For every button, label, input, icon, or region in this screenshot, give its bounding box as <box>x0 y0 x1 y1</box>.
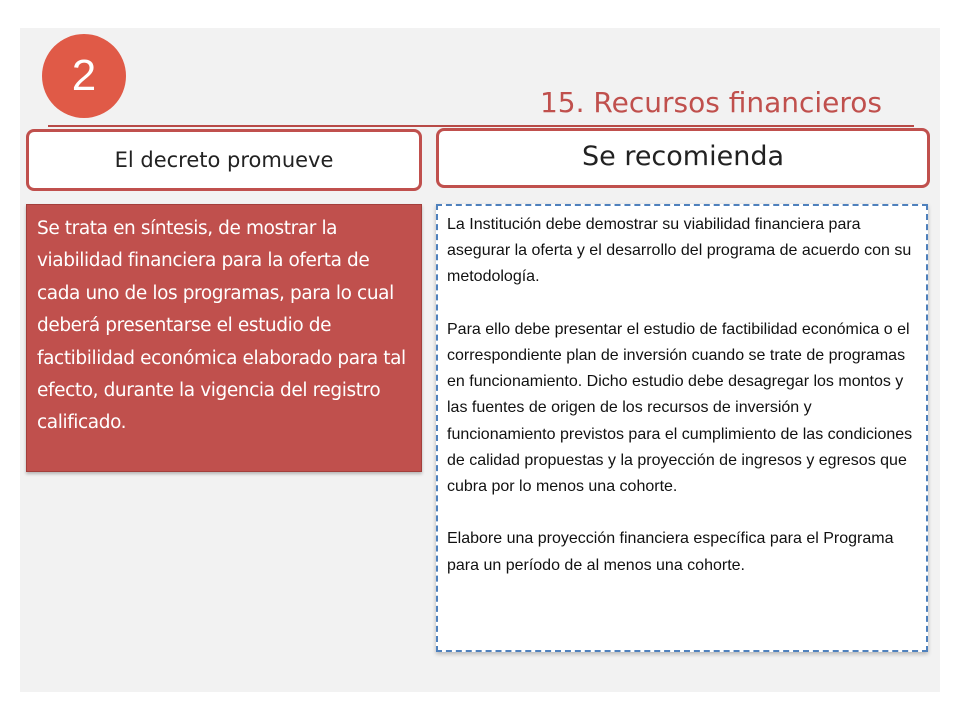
right-body-paragraph-2: Para ello debe presentar el estudio de factibilidad económica o el correspondiente plan de inversión cuando se trate de programas en funcionamiento. Dicho estudio debe desagregar los montos y las fuentes de origen de los recursos de inversión y funcionamiento previstos para el cumplimiento de las condiciones de calidad propuestas y la proyección de ingresos y egresos que cubra por lo menos una cohorte. <box>447 320 913 496</box>
title-divider <box>48 125 914 127</box>
left-column-header <box>26 129 422 191</box>
right-body-paragraph-1: La Institución debe demostrar su viabilidad financiera para asegurar la oferta y el desarrollo del programa de acuerdo con su metodología. <box>447 216 912 286</box>
right-column-header <box>436 128 930 188</box>
page-title: 15. Recursos financieros <box>539 86 882 119</box>
right-column-header-label: Se recomienda <box>581 141 785 172</box>
left-body-text: Se trata en síntesis, de mostrar la viabilidad financiera para la oferta de cada uno de los programas, para lo cual deberá presentarse el estudio de factibilidad económica elaborado para tal efecto, durante la vigencia del registro calificado. <box>37 218 406 434</box>
left-column-header-label: El decreto promueve <box>114 148 334 172</box>
slide-number-badge: 2 <box>42 34 126 118</box>
right-column-body <box>436 204 928 652</box>
right-body-paragraph-3: Elabore una proyección financiera específica para el Programa para un período de al menos una cohorte. <box>447 530 894 574</box>
left-column-body <box>26 204 422 472</box>
